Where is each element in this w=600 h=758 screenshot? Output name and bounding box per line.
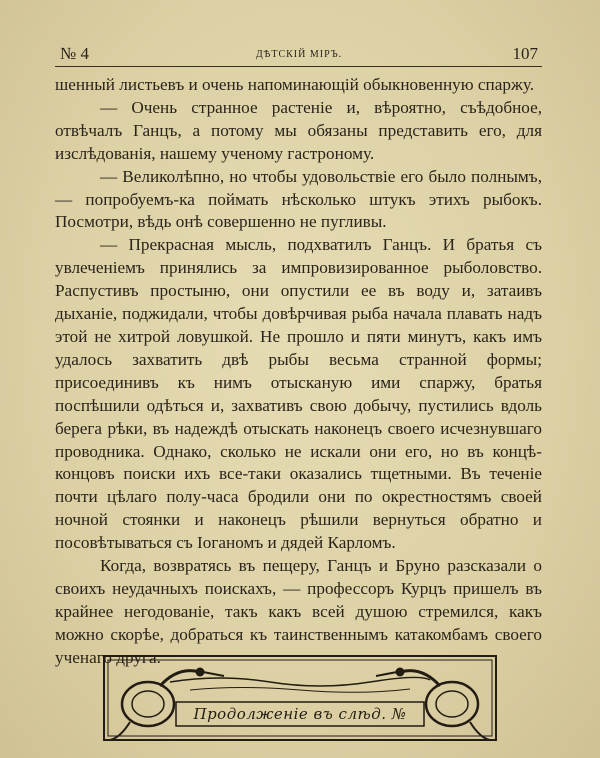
paragraph-2: — Очень странное растеніе и, вѣроятно, съѣдобное, отвѣчалъ Ганцъ, а потому мы обязаны представить его, для изслѣдованія, нашему ученому гастроному. [55,97,542,163]
page-number: 107 [512,44,538,63]
paragraph-3: — Великолѣпно, но чтобы удовольствіе его было полнымъ, — попробуемъ-ка поймать нѣсколько штукъ этихъ рыбокъ. Посмотри, вѣдь онѣ совершенно не пугливы. [55,166,542,232]
decorative-vignette [100,652,500,744]
paragraph-4: — Прекрасная мысль, подхватилъ Ганцъ. И братья съ увлеченіемъ принялись за импровизированное рыболовство. Распустивъ простыню, они опустили ее въ воду и, затаивъ дыханіе, поджидали, чтобы довѣрчивая рыба начала плавать надъ этой не хитрой ловушкой. Не прошло и пяти минутъ, какъ имъ удалось захватить двѣ рыбы весьма странной формы; присоединивъ къ нимъ отысканую ими спаржу, братья поспѣшили одѣться и, захвативъ свою добычу, пустились вдоль берега рѣки, въ надеждѣ отыскать наконецъ своего исчезнувшаго проводника. Однако, сколько не искали они его, но въ концѣ-концовъ поиски ихъ все-таки оказались тщетными. Въ теченіе почти цѣлаго полу-часа бродили они по окрестностямъ своей ночной стоянки и наконецъ рѣшили вернуться обратно и посовѣтываться съ Іоганомъ и дядей Карломъ. [55,235,542,553]
issue-number: № 4 [60,44,89,63]
running-header [60,44,538,66]
continuation-caption: Продолженіе въ слѣд. № [193,705,407,723]
header-rule [55,66,542,67]
journal-title: ДѢТСКІЙ МІРЪ. [255,49,343,60]
paragraph-5: Когда, возвратясь въ пещеру, Ганцъ и Бруно разсказали о своихъ неудачныхъ поискахъ, — профессоръ Курцъ пришелъ въ крайнее негодованіе, такъ какъ всей душою стремился, какъ можно скорѣе, добраться къ таинственнымъ катакомбамъ своего ученаго друга. [55,556,542,667]
paragraph-1: шенный листьевъ и очень напоминающій обыкновенную спаржу. [55,75,535,94]
article-body [55,74,542,670]
